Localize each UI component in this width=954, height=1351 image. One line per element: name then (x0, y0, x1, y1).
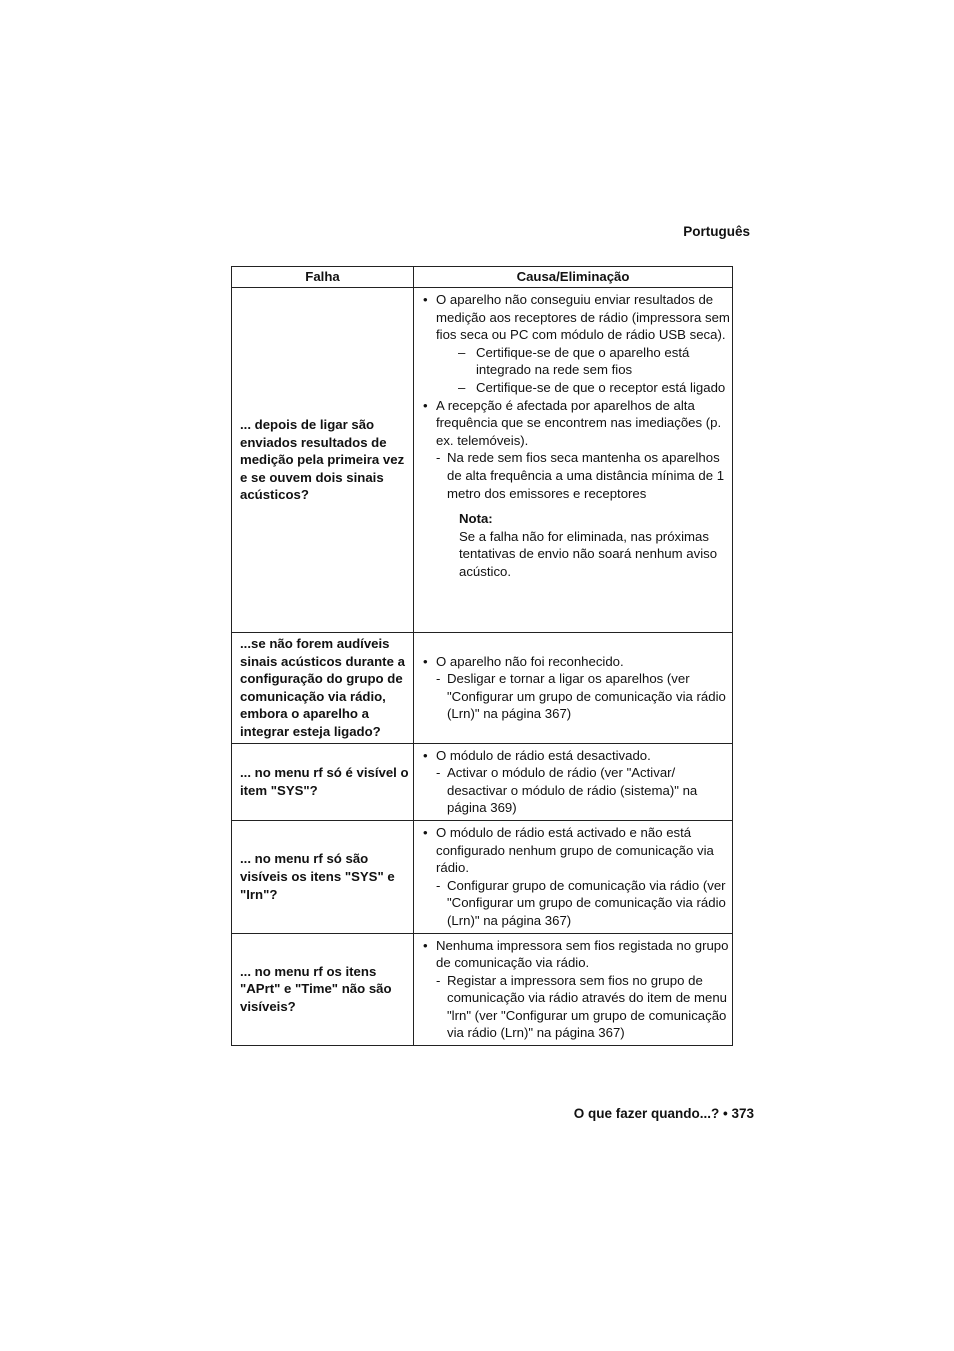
note-text: Se a falha não for eliminada, nas próximas tentativas de envio não soará nenhum aviso acústico. (459, 528, 718, 579)
cause-bullet: • O módulo de rádio está activado e não está configurado nenhum grupo de comunicação via rádio. (422, 824, 730, 877)
table-row (232, 633, 733, 744)
cause-bullet: • Nenhuma impressora sem fios registada no grupo de comunicação via rádio. (422, 937, 730, 972)
page-footer: O que fazer quando...? • 373 (573, 1106, 754, 1121)
cause-bullet: • O aparelho não conseguiu enviar resultados de medição aos receptores de rádio (impressora sem fios seca ou PC com módulo de rádio USB seca). (422, 291, 730, 344)
fault-cell: ...se não forem audíveis sinais acústicos durante a configuração do grupo de comunicação via rádio, embora o aparelho a integrar esteja ligado? (232, 633, 414, 744)
table-row (232, 743, 733, 820)
column-header-cause: Causa/Eliminação (414, 267, 733, 288)
page-language-label: Português (683, 224, 750, 239)
cause-bullet: • A recepção é afectada por aparelhos de alta frequência que se encontrem nas imediações (p. ex. telemóveis). (422, 397, 730, 450)
cause-cell (414, 288, 733, 633)
troubleshooting-table (231, 266, 733, 1046)
cause-cell (414, 633, 733, 744)
table-row (232, 820, 733, 933)
fault-cell: ... no menu rf só é visível o item "SYS"? (232, 743, 414, 820)
cause-cell (414, 743, 733, 820)
remedy-step: - Activar o módulo de rádio (ver "Activar/ desactivar o módulo de rádio (sistema)" na página 369) (422, 764, 730, 817)
fault-cell: ... no menu rf só são visíveis os itens "SYS" e "Irn"? (232, 820, 414, 933)
fault-cell: ... depois de ligar são enviados resultados de medição pela primeira vez e se ouvem dois sinais acústicos? (232, 288, 414, 633)
remedy-step: - Registar a impressora sem fios no grupo de comunicação via rádio através do item de menu "lrn" (ver "Configurar um grupo de comunicação via rádio (Lrn)" na página 367) (422, 972, 730, 1042)
column-header-fault: Falha (232, 267, 414, 288)
remedy-step: - Desligar e tornar a ligar os aparelhos (ver "Configurar um grupo de comunicação via rádio (Lrn)" na página 367) (422, 670, 730, 723)
remedy-step: - Configurar grupo de comunicação via rádio (ver "Configurar um grupo de comunicação via rádio (Lrn)" na página 367) (422, 877, 730, 930)
table-row (232, 933, 733, 1046)
table-header-row (232, 267, 733, 288)
cause-bullet: • O módulo de rádio está desactivado. (422, 747, 730, 765)
remedy-step: - Na rede sem fios seca mantenha os aparelhos de alta frequência a uma distância mínima de 1 metro dos emissores e receptores (422, 449, 730, 502)
note-block (422, 510, 730, 580)
cause-cell (414, 933, 733, 1046)
note-title: Nota: (459, 511, 493, 527)
cause-cell (414, 820, 733, 933)
sub-step: – Certifique-se de que o aparelho está integrado na rede sem fios (422, 344, 730, 379)
table-row (232, 288, 733, 633)
fault-cell: ... no menu rf os itens "APrt" e "Time" não são visíveis? (232, 933, 414, 1046)
sub-step: – Certifique-se de que o receptor está ligado (422, 379, 730, 397)
cause-bullet: • O aparelho não foi reconhecido. (422, 653, 730, 671)
